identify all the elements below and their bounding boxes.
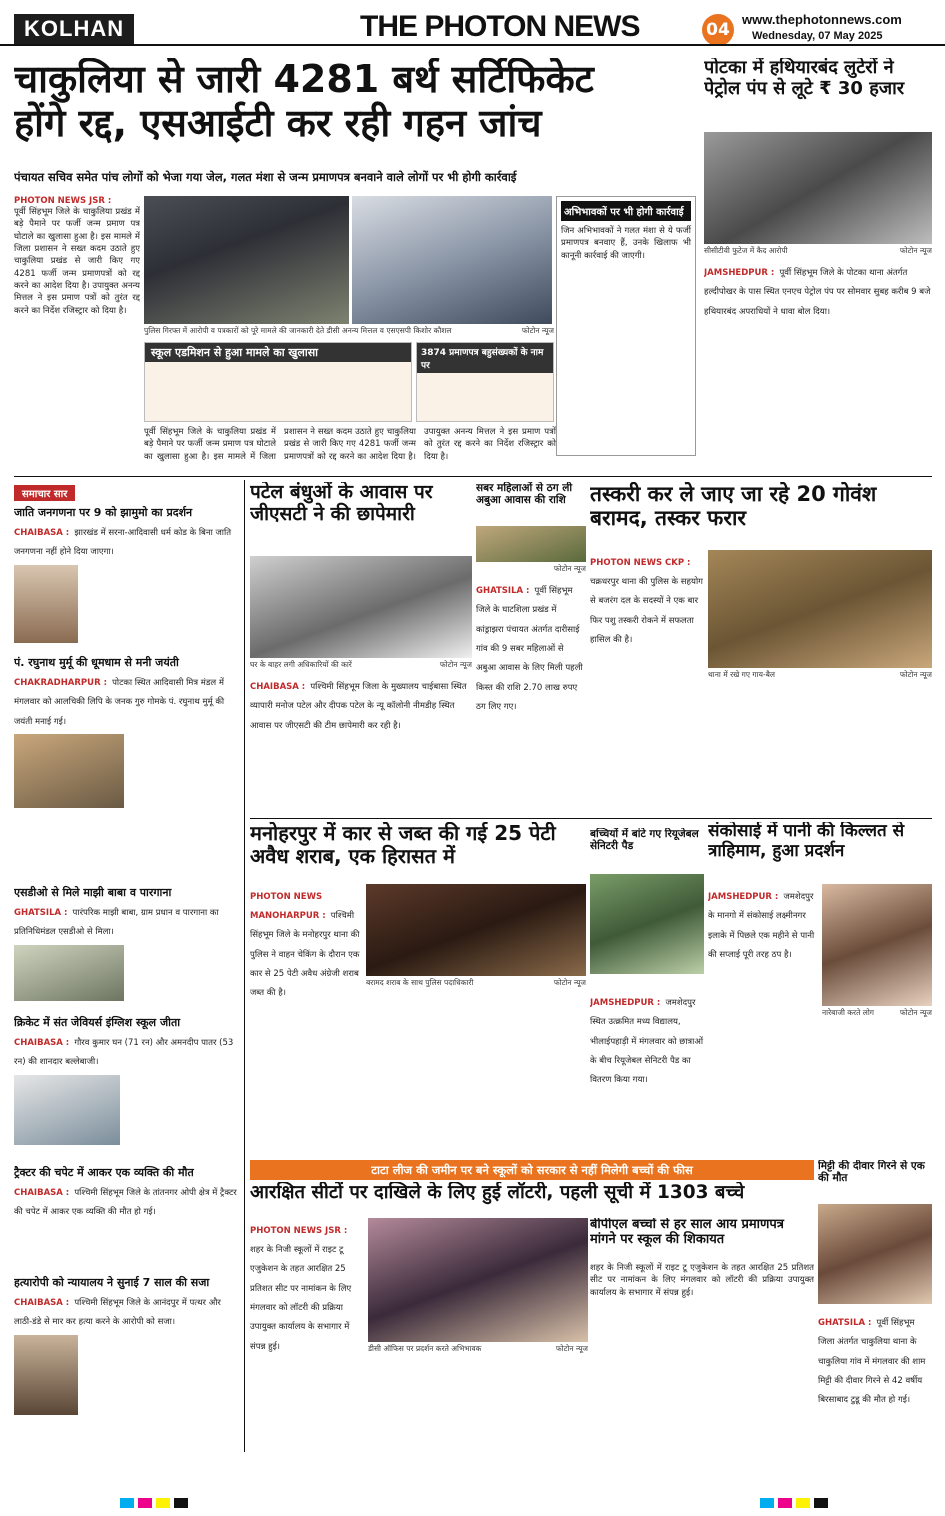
potka-text — [704, 260, 932, 470]
pad-headline-block — [590, 828, 704, 872]
brief-byline: CHAIBASA : — [14, 1038, 70, 1048]
masthead — [0, 0, 945, 46]
women-photo-credit: फोटोन न्यूज — [553, 564, 586, 573]
yellow-mark — [156, 1498, 170, 1508]
brief-title: ट्रैक्टर की चपेट में आकर एक व्यक्ति की मौत — [14, 1166, 194, 1179]
brief-item — [14, 1275, 240, 1425]
pad-byline: JAMSHEDPUR : — [590, 998, 661, 1008]
patel-body: पश्चिमी सिंहभूम जिला के मुख्यालय चाईबासा स्थित व्यापारी मनोज पटेल और दीपक पटेल के न्यू कॉलोनी नीमडीह स्थित आवास पर जीएसटी की टीम छापेमारी कर रही है। — [250, 682, 467, 731]
cattle-caption-text: थाना में रखे गए गाय-बैल — [708, 670, 776, 679]
brief-body: पारंपरिक माझी बाबा, ग्राम प्रधान व पारगाना का प्रतिनिधिमंडल एसडीओ से मिला। — [14, 908, 219, 938]
cattle-text-col — [590, 550, 704, 810]
cyan-mark — [760, 1498, 774, 1508]
lead-photo-caption — [144, 326, 554, 338]
lottery-subheadline-block — [590, 1218, 814, 1258]
lottery-banner-text: टाटा लीज की जमीन पर बने स्कूलों को सरकार से नहीं मिलेगी बच्चों की फीस — [371, 1163, 693, 1177]
pad-text — [590, 990, 704, 1154]
certificates-box-title: 3874 प्रमाणपत्र बहुसंख्यकों के नाम पर — [417, 343, 553, 373]
patel-headline: पटेल बंधुओं के आवास पर जीएसटी ने की छापेमारी — [250, 482, 433, 525]
potka-body: पूर्वी सिंहभूम जिले के पोटका थाना अंतर्गत हल्दीपोखर के पास स्थित एनएच पेट्रोल पंप पर सोमवार सुबह करीब 9 बजे हथियारबंद अपराधियों ने धावा बोल दिया। — [704, 268, 931, 317]
lottery-headline-block — [250, 1182, 814, 1216]
cattle-byline: PHOTON NEWS CKP : — [590, 558, 691, 568]
yellow-mark — [796, 1498, 810, 1508]
water-photo-protest — [822, 884, 932, 1006]
lead-headline-line1: चाकुलिया से जारी 4281 बर्थ सर्टिफिकेट — [14, 58, 594, 101]
water-body: जमशेदपुर के मानगो में संकोसाई लक्ष्मीनगर इलाके में पिछले एक महीने से पानी की सप्लाई पूरी तरह ठप है। — [708, 892, 815, 960]
potka-caption — [704, 246, 932, 258]
page-number: 04 — [702, 14, 734, 46]
wall-headline-block — [818, 1160, 932, 1202]
women-caption — [476, 564, 586, 576]
brief-portrait-photo — [14, 565, 78, 643]
lottery-headline: आरक्षित सीटों पर दाखिले के लिए हुई लॉटरी, पहली सूची में 1303 बच्चे — [250, 1182, 745, 1203]
liquor-headline-block — [250, 822, 586, 880]
black-mark — [174, 1498, 188, 1508]
water-byline: JAMSHEDPUR : — [708, 892, 779, 902]
lead-text-col1 — [14, 196, 140, 516]
women-headline-block — [476, 482, 586, 524]
brief-byline: CHAKRADHARPUR : — [14, 678, 107, 688]
water-caption-text: नारेबाजी करते लोग — [822, 1008, 875, 1017]
certificates-box — [416, 342, 554, 422]
lead-headline-block — [14, 58, 694, 168]
brief-title: क्रिकेट में संत जेवियर्स इंग्लिश स्कूल जीता — [14, 1016, 181, 1029]
lead-subhead: पंचायत सचिव समेत पांच लोगों को भेजा गया जेल, गलत मंशा से जन्म प्रमाणपत्र बनवाने वाले लोगों पर भी होगी कार्रवाई — [14, 170, 517, 184]
patel-photo-cars — [250, 556, 472, 658]
lead-headline-line2: होंगे रद्द, एसआईटी कर रही गहन जांच — [14, 100, 542, 145]
lottery-subheadline: बीपीएल बच्चों से हर साल आय प्रमाणपत्र मांगने पर स्कूल की शिकायत — [590, 1218, 784, 1247]
water-text — [708, 884, 820, 1024]
brief-accused-photo — [14, 1335, 78, 1415]
brief-item — [14, 1165, 240, 1275]
lead-continuation-text: पूर्वी सिंहभूम जिले के चाकुलिया प्रखंड में बड़े पैमाने पर फर्जी जन्म प्रमाण पत्र घोटाले का खुलासा हुआ है। इस मामले में जिला प्रशासन ने सख्त कदम उठाते हुए चाकुलिया प्रखंड से जारी किए गए 4281 फर्जी जन्म प्रमाणपत्रों को रद्द करने का आदेश दिया है। उपायुक्त अनन्य मित्तल ने इस प्रमाण पत्रों को तुरंत रद्द करने का निर्देश रजिस्ट्रार को दिया है। — [144, 427, 556, 462]
issue-date: Wednesday, 07 May 2025 — [752, 30, 883, 42]
liquor-photo — [366, 884, 586, 976]
wall-byline: GHATSILA : — [818, 1318, 872, 1328]
school-admission-box — [144, 342, 412, 422]
brief-body: गौरव कुमार घन (71 रन) और अमनदीप पातर (53 रन) की शानदार बल्लेबाजी। — [14, 1038, 234, 1068]
lead-body: पूर्वी सिंहभूम जिले के चाकुलिया प्रखंड में बड़े पैमाने पर फर्जी जन्म प्रमाण पत्र घोटाले का खुलासा हुआ है। इस मामले में जिला प्रशासन ने सख्त कदम उठाते हुए चाकुलिया प्रखंड से जारी किए गए 4281 फर्जी जन्म प्रमाणपत्रों को रद्द करने का आदेश दिया है। उपायुक्त अनन्य मित्तल ने इस प्रमाण पत्रों को तुरंत रद्द करने का निर्देश रजिस्ट्रार को दिया है। — [14, 207, 140, 316]
lottery-text — [250, 1218, 364, 1452]
liquor-photo-credit: फोटोन न्यूज — [553, 978, 586, 987]
section-tag: KOLHAN — [14, 14, 134, 44]
brief-byline: GHATSILA : — [14, 908, 68, 918]
women-text — [476, 578, 586, 814]
brief-item — [14, 885, 240, 1015]
lottery-photo-protest — [368, 1218, 588, 1342]
cattle-caption — [708, 670, 932, 682]
brand-logo: THE PHOTON NEWS — [360, 10, 640, 43]
lead-sidebar-title: अभिभावकों पर भी होगी कार्रवाई — [561, 201, 691, 221]
potka-caption-text: सीसीटीवी फुटेज में कैद आरोपी — [704, 246, 788, 255]
cyan-mark — [120, 1498, 134, 1508]
brief-title: एसडीओ से मिले माझी बाबा व पारगाना — [14, 886, 172, 899]
potka-headline-block — [704, 58, 932, 132]
patel-photo-credit: फोटोन न्यूज — [439, 660, 472, 669]
print-registration-bar — [0, 1490, 945, 1516]
lead-sidebar-box — [556, 196, 696, 456]
lead-photo-press-conference — [352, 196, 552, 324]
wall-headline: मिट्टी की दीवार गिरने से एक की मौत — [818, 1160, 925, 1185]
lottery-caption-text: डीसी ऑफिस पर प्रदर्शन करते अभिभावक — [368, 1344, 482, 1353]
potka-byline: JAMSHEDPUR : — [704, 268, 775, 278]
liquor-caption — [366, 978, 586, 990]
liquor-caption-text: बरामद शराब के साथ पुलिस पदाधिकारी — [366, 978, 474, 987]
lottery-sub-body: शहर के निजी स्कूलों में राइट टू एजुकेशन के तहत आरक्षित 25 प्रतिशत सीट पर नामांकन के लिए मंगलवार को लॉटरी की प्रक्रिया उपायुक्त कार्यालय के सभागार में संपन्न हुई। — [590, 1263, 814, 1298]
women-byline: GHATSILA : — [476, 586, 530, 596]
potka-photo-credit: फोटोन न्यूज — [899, 246, 932, 255]
lottery-body: शहर के निजी स्कूलों में राइट टू एजुकेशन के तहत आरक्षित 25 प्रतिशत सीट पर नामांकन के लिए मंगलवार को लॉटरी की प्रक्रिया उपायुक्त कार्यालय के सभागार में संपन्न हुई। — [250, 1245, 352, 1352]
pad-photo-students — [590, 874, 704, 974]
water-headline: संकोसाई में पानी की किल्लत से त्राहिमाम, हुआ प्रदर्शन — [708, 822, 905, 861]
patel-text — [250, 674, 472, 814]
brief-title: हत्यारोपी को न्यायालय ने सुनाई 7 साल की सजा — [14, 1276, 210, 1289]
brief-cricket-photo — [14, 1075, 120, 1145]
lead-photo-accused — [144, 196, 349, 324]
lottery-caption — [368, 1344, 588, 1356]
liquor-headline: मनोहरपुर में कार से जब्त की गई 25 पेटी अवैध शराब, एक हिरासत में — [250, 822, 556, 868]
brief-title: पं. रघुनाथ मुर्मू की धूमधाम से मनी जयंती — [14, 656, 179, 669]
patel-byline: CHAIBASA : — [250, 682, 306, 692]
wall-text — [818, 1310, 932, 1452]
brief-body: पश्चिमी सिंहभूम जिले के तांतनगर ओपी क्षेत्र में ट्रैक्टर की चपेट में आकर एक व्यक्ति की मौत हो गई। — [14, 1188, 237, 1218]
lottery-photo-credit: फोटोन न्यूज — [555, 1344, 588, 1353]
brief-body: पोटका स्थित आदिवासी मित्र मंडल में मंगलवार को आलचिकी लिपि के जनक गुरु गोमके पं. रघुनाथ मुर्मू की जयंती मनाई गई। — [14, 678, 225, 727]
black-mark — [814, 1498, 828, 1508]
magenta-mark — [778, 1498, 792, 1508]
water-photo-credit: फोटोन न्यूज — [899, 1008, 932, 1017]
water-headline-block — [708, 822, 932, 880]
brief-body: झारखंड में सरना-आदिवासी धर्म कोड के बिना जाति जनगणना नहीं होने दिया जाएगा। — [14, 528, 232, 558]
school-admission-box-title: स्कूल एडमिशन से हुआ मामले का खुलासा — [145, 343, 411, 362]
lead-continuation — [144, 426, 696, 476]
wall-photo — [818, 1204, 932, 1304]
women-headline: सबर महिलाओं से ठग ली अबुआ आवास की राशि — [476, 482, 573, 507]
liquor-text — [250, 884, 362, 1154]
brief-item — [14, 655, 240, 885]
website-link[interactable]: www.thephotonnews.com — [742, 12, 902, 27]
women-photo — [476, 526, 586, 562]
brief-byline: CHAIBASA : — [14, 1188, 70, 1198]
lead-photo-credit: फोटोन न्यूज — [521, 326, 554, 335]
lottery-sub-text — [590, 1262, 814, 1452]
patel-headline-block — [250, 482, 472, 552]
cattle-photo — [708, 550, 932, 668]
cattle-headline: तस्करी कर ले जाए जा रहे 20 गोवंश बरामद, तस्कर फरार — [590, 482, 877, 531]
lottery-byline: PHOTON NEWS JSR : — [250, 1226, 348, 1236]
potka-headline: पोटका में हथियारबंद लुटेरों ने पेट्रोल पंप से लूटे ₹ 30 हजार — [704, 58, 905, 99]
patel-caption — [250, 660, 472, 672]
pad-headline: बच्चियों में बांटे गए रियूजेबल सेनिटरी पैड — [590, 828, 699, 853]
brief-title: जाति जनगणना पर 9 को झामुमो का प्रदर्शन — [14, 506, 193, 519]
water-caption — [822, 1008, 932, 1020]
divider-horizontal-1 — [14, 476, 932, 477]
lottery-banner — [250, 1160, 814, 1180]
divider-vertical-1 — [244, 480, 245, 1452]
cattle-photo-credit: फोटोन न्यूज — [899, 670, 932, 679]
lead-photo-caption-text: पुलिस गिरफ्त में आरोपी व पत्रकारों को पूरे मामले की जानकारी देते डीसी अनन्य मित्तल व एसएसपी किशोर कौशल — [144, 326, 452, 335]
liquor-body: पश्चिमी सिंहभूम जिले के मनोहरपुर थाना की पुलिस ने वाहन चेकिंग के दौरान एक कार से 25 पेटी अवैध अंग्रेजी शराब जब्त की है। — [250, 911, 360, 999]
lead-byline: PHOTON NEWS JSR : — [14, 196, 112, 206]
cattle-body: चक्रधरपुर थाना की पुलिस के सहयोग से बजरंग दल के सदस्यों ने एक बार फिर पशु तस्करी रोकने में सफलता हासिल की है। — [590, 577, 703, 645]
cattle-headline-block — [590, 482, 932, 546]
brief-event-photo — [14, 734, 124, 808]
brief-byline: CHAIBASA : — [14, 528, 70, 538]
brief-body: पश्चिमी सिंहभूम जिले के आनंदपुर में पत्थर और लाठी-डंडे से मार कर हत्या करने के आरोपी को सजा। — [14, 1298, 221, 1328]
divider-horizontal-2 — [250, 818, 932, 819]
brief-item — [14, 1015, 240, 1165]
brief-byline: CHAIBASA : — [14, 1298, 70, 1308]
pad-body: जमशेदपुर स्थित उत्क्रमित मध्य विद्यालय, भीलाईपहाड़ी में मंगलवार को छात्राओं के बीच रियूजेबल सेनिटरी पैड का वितरण किया गया। — [590, 998, 704, 1086]
potka-photo-cctv — [704, 132, 932, 244]
brief-delegation-photo — [14, 945, 124, 1001]
lead-sidebar-body: जिन अभिभावकों ने गलत मंशा से ये फर्जी प्रमाणपत्र बनवाए हैं, उनके खिलाफ भी कानूनी कार्रवाई की जाएगी। — [561, 226, 691, 261]
women-body: पूर्वी सिंहभूम जिले के घाटशिला प्रखंड में कांड्राझरा पंचायत अंतर्गत दारीसाई गांव की 9 सबर महिलाओं से अबुआ आवास के लिए मिली पहली किस्त की राशि 2.70 लाख रुपए ठग लिए गए। — [476, 586, 583, 712]
samachar-saar-column — [14, 482, 240, 1452]
magenta-mark — [138, 1498, 152, 1508]
samachar-saar-label: समाचार सार — [14, 485, 75, 501]
liquor-byline: PHOTON NEWS MANOHARPUR : — [250, 892, 326, 921]
patel-caption-text: घर के बाहर लगी अधिकारियों की कारें — [250, 660, 352, 669]
brief-item — [14, 505, 240, 655]
wall-body: पूर्वी सिंहभूम जिला अंतर्गत चाकुलिया थाना के चाकुलिया गांव में मंगलवार की शाम मिट्टी की दीवार गिरने से 42 वर्षीय बिरसाबाद टुडू की मौत हो गई। — [818, 1318, 926, 1406]
